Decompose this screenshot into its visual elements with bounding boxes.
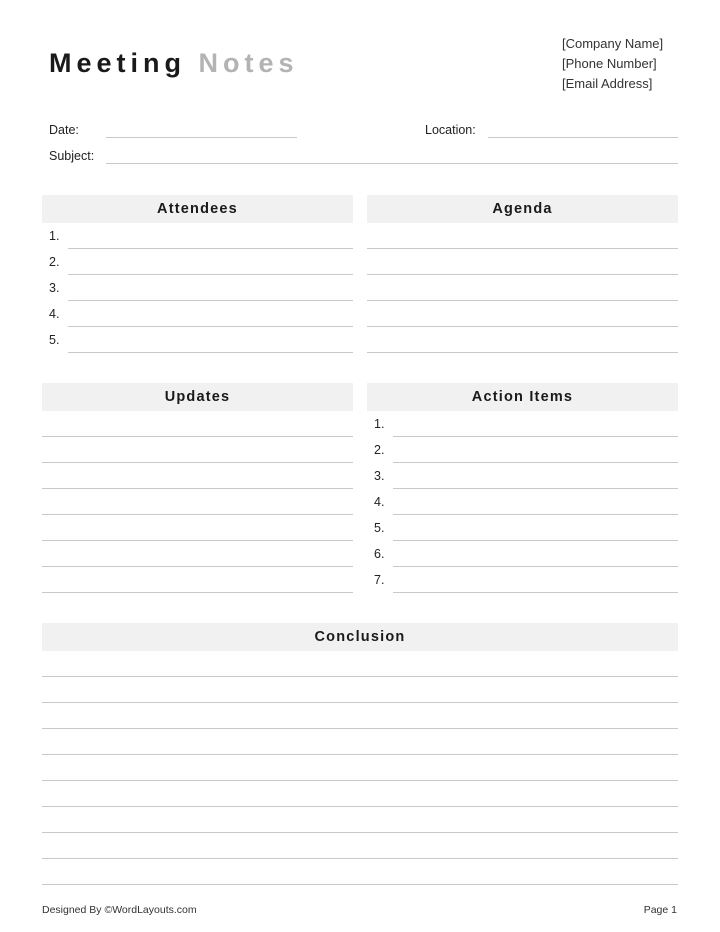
- agenda-row: [367, 327, 678, 353]
- subject-label: Subject:: [49, 149, 95, 163]
- row-number: 5.: [49, 333, 60, 347]
- update-row: [42, 463, 353, 489]
- action-item-row: [367, 541, 678, 567]
- update-row: [42, 567, 353, 593]
- conclusion-row: [42, 807, 678, 833]
- agenda-row: [367, 223, 678, 249]
- action-item-row: [367, 489, 678, 515]
- row-number: 4.: [374, 495, 385, 509]
- action-item-row: [367, 437, 678, 463]
- title-word-notes: Notes: [198, 48, 299, 78]
- company-phone[interactable]: [Phone Number]: [562, 56, 657, 71]
- conclusion-row: [42, 833, 678, 859]
- attendee-row: [42, 301, 353, 327]
- conclusion-row: [42, 755, 678, 781]
- page-title: [49, 48, 299, 79]
- agenda-row: [367, 301, 678, 327]
- write-line[interactable]: [68, 352, 353, 353]
- title-word-meeting: Meeting: [49, 48, 187, 78]
- row-number: 3.: [374, 469, 385, 483]
- attendees-header: Attendees: [42, 195, 353, 223]
- row-number: 4.: [49, 307, 60, 321]
- action-item-row: [367, 515, 678, 541]
- attendee-row: [42, 275, 353, 301]
- date-label: Date:: [49, 123, 79, 137]
- agenda-header: Agenda: [367, 195, 678, 223]
- row-number: 1.: [49, 229, 60, 243]
- attendee-row: [42, 327, 353, 353]
- row-number: 2.: [374, 443, 385, 457]
- update-row: [42, 515, 353, 541]
- write-line[interactable]: [367, 352, 678, 353]
- agenda-row: [367, 275, 678, 301]
- conclusion-header: Conclusion: [42, 623, 678, 651]
- updates-header: Updates: [42, 383, 353, 411]
- action-item-row: [367, 463, 678, 489]
- action-items-header: Action Items: [367, 383, 678, 411]
- location-label: Location:: [425, 123, 476, 137]
- location-field[interactable]: [488, 137, 678, 138]
- agenda-row: [367, 249, 678, 275]
- conclusion-row: [42, 781, 678, 807]
- row-number: 7.: [374, 573, 385, 587]
- conclusion-row: [42, 677, 678, 703]
- row-number: 3.: [49, 281, 60, 295]
- action-item-row: [367, 411, 678, 437]
- write-line[interactable]: [42, 884, 678, 885]
- action-item-row: [367, 567, 678, 593]
- update-row: [42, 541, 353, 567]
- row-number: 2.: [49, 255, 60, 269]
- date-field[interactable]: [106, 137, 297, 138]
- attendee-row: [42, 249, 353, 275]
- conclusion-row: [42, 729, 678, 755]
- page-number: Page 1: [643, 904, 677, 916]
- update-row: [42, 411, 353, 437]
- row-number: 6.: [374, 547, 385, 561]
- row-number: 5.: [374, 521, 385, 535]
- write-line[interactable]: [42, 592, 353, 593]
- conclusion-row: [42, 651, 678, 677]
- conclusion-row: [42, 859, 678, 885]
- subject-field[interactable]: [106, 163, 678, 164]
- write-line[interactable]: [393, 592, 678, 593]
- update-row: [42, 489, 353, 515]
- company-email[interactable]: [Email Address]: [562, 76, 653, 91]
- company-info: [562, 34, 663, 94]
- attendee-row: [42, 223, 353, 249]
- footer-credit: Designed By ©WordLayouts.com: [42, 904, 197, 916]
- update-row: [42, 437, 353, 463]
- conclusion-row: [42, 703, 678, 729]
- row-number: 1.: [374, 417, 385, 431]
- company-name[interactable]: [Company Name]: [562, 36, 664, 51]
